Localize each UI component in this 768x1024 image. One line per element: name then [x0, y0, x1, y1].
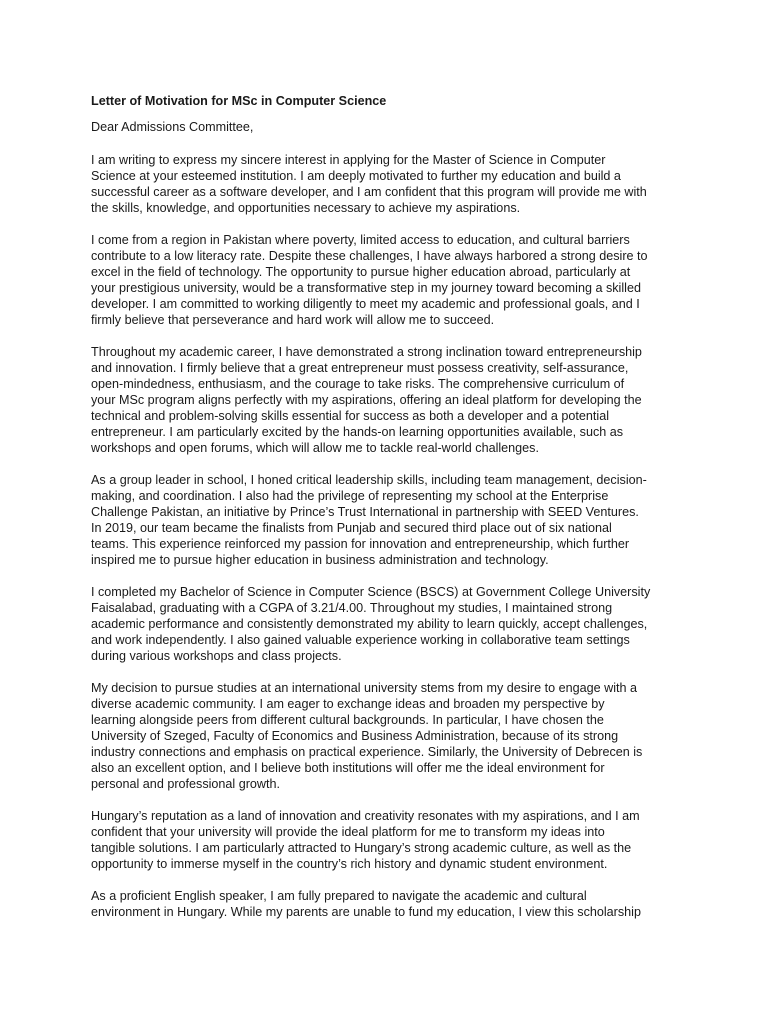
paragraph-line: making, and coordination. I also had the privilege of representing my school at the Enterprise — [91, 489, 609, 503]
letter-paragraphs — [91, 152, 681, 920]
paragraph-line: opportunity to immerse myself in the country’s rich history and dynamic student environment. — [91, 857, 608, 871]
paragraph-line: My decision to pursue studies at an international university stems from my desire to engage with a — [91, 681, 637, 695]
paragraph-line: your MSc program aligns perfectly with my aspirations, offering an ideal platform for developing the — [91, 393, 642, 407]
paragraph-line: industry connections and emphasis on practical experience. Similarly, the University of Debrecen is — [91, 745, 643, 759]
paragraph-line: contribute to a low literacy rate. Despite these challenges, I have always harbored a strong desire to — [91, 249, 648, 263]
paragraph-line: entrepreneur. I am particularly excited by the hands-on learning opportunities available, such as — [91, 425, 624, 439]
paragraph-line: Throughout my academic career, I have demonstrated a strong inclination toward entrepreneurship — [91, 345, 642, 359]
paragraph-line: diverse academic community. I am eager to exchange ideas and broaden my perspective by — [91, 697, 605, 711]
paragraph-line: Faisalabad, graduating with a CGPA of 3.21/4.00. Throughout my studies, I maintained strong — [91, 601, 613, 615]
letter-paragraph — [91, 232, 681, 328]
paragraph-line: tangible solutions. I am particularly attracted to Hungary’s strong academic culture, as well as the — [91, 841, 632, 855]
paragraph-line: also an excellent option, and I believe both institutions will offer me the ideal environment for — [91, 761, 605, 775]
paragraph-line: I completed my Bachelor of Science in Computer Science (BSCS) at Government College University — [91, 585, 651, 599]
paragraph-line: developer. I am committed to working diligently to meet my academic and professional goals, and I — [91, 297, 640, 311]
letter-paragraph — [91, 808, 681, 872]
paragraph-line: and work independently. I also gained valuable experience working in collaborative team settings — [91, 633, 630, 647]
paragraph-line: teams. This experience reinforced my passion for innovation and entrepreneurship, which further — [91, 537, 630, 551]
letter-paragraph — [91, 472, 681, 568]
paragraph-line: Hungary’s reputation as a land of innovation and creativity resonates with my aspirations, and I am — [91, 809, 640, 823]
letter-paragraph — [91, 680, 681, 792]
paragraph-line: Science at your esteemed institution. I am deeply motivated to further my education and build a — [91, 169, 621, 183]
letter-title: Letter of Motivation for MSc in Computer Science — [91, 94, 387, 108]
paragraph-line: environment in Hungary. While my parents are unable to fund my education, I view this scholarship — [91, 905, 641, 919]
paragraph-line: excel in the field of technology. The opportunity to pursue higher education abroad, particularly at — [91, 265, 631, 279]
paragraph-line: workshops and open forums, which will allow me to tackle real-world challenges. — [91, 441, 539, 455]
letter-paragraph — [91, 344, 681, 456]
paragraph-line: University of Szeged, Faculty of Economics and Business Administration, because of its strong — [91, 729, 619, 743]
paragraph-line: As a group leader in school, I honed critical leadership skills, including team management, decision- — [91, 473, 647, 487]
paragraph-line: successful career as a software developer, and I am confident that this program will provide me with — [91, 185, 647, 199]
paragraph-line: during various workshops and class projects. — [91, 649, 342, 663]
letter-paragraph — [91, 584, 681, 664]
paragraph-line: As a proficient English speaker, I am fully prepared to navigate the academic and cultural — [91, 889, 587, 903]
paragraph-line: and innovation. I firmly believe that a great entrepreneur must possess creativity, self-assurance, — [91, 361, 629, 375]
letter-paragraph — [91, 152, 681, 216]
paragraph-line: academic performance and consistently demonstrated my ability to learn quickly, accept challenges, — [91, 617, 648, 631]
paragraph-line: learning alongside peers from different cultural backgrounds. In particular, I have chosen the — [91, 713, 604, 727]
paragraph-line: open-mindedness, enthusiasm, and the courage to take risks. The comprehensive curriculum of — [91, 377, 625, 391]
paragraph-line: firmly believe that perseverance and hard work will allow me to succeed. — [91, 313, 495, 327]
paragraph-line: In 2019, our team became the finalists from Punjab and secured third place out of six national — [91, 521, 612, 535]
paragraph-line: technical and problem-solving skills essential for success as both a developer and a potential — [91, 409, 610, 423]
paragraph-line: inspired me to pursue higher education in business administration and technology. — [91, 553, 549, 567]
letter-salutation: Dear Admissions Committee, — [91, 120, 254, 134]
paragraph-line: I am writing to express my sincere interest in applying for the Master of Science in Computer — [91, 153, 606, 167]
paragraph-line: your prestigious university, would be a transformative step in my journey toward becoming a skilled — [91, 281, 641, 295]
paragraph-line: I come from a region in Pakistan where poverty, limited access to education, and cultural barriers — [91, 233, 630, 247]
letter-body — [91, 93, 681, 936]
letter-paragraph — [91, 888, 681, 920]
paragraph-line: Challenge Pakistan, an initiative by Prince’s Trust International in partnership with SEED Ventures. — [91, 505, 639, 519]
paragraph-line: personal and professional growth. — [91, 777, 281, 791]
paragraph-line: confident that your university will provide the ideal platform for me to transform my ideas into — [91, 825, 605, 839]
paragraph-line: the skills, knowledge, and opportunities necessary to achieve my aspirations. — [91, 201, 521, 215]
